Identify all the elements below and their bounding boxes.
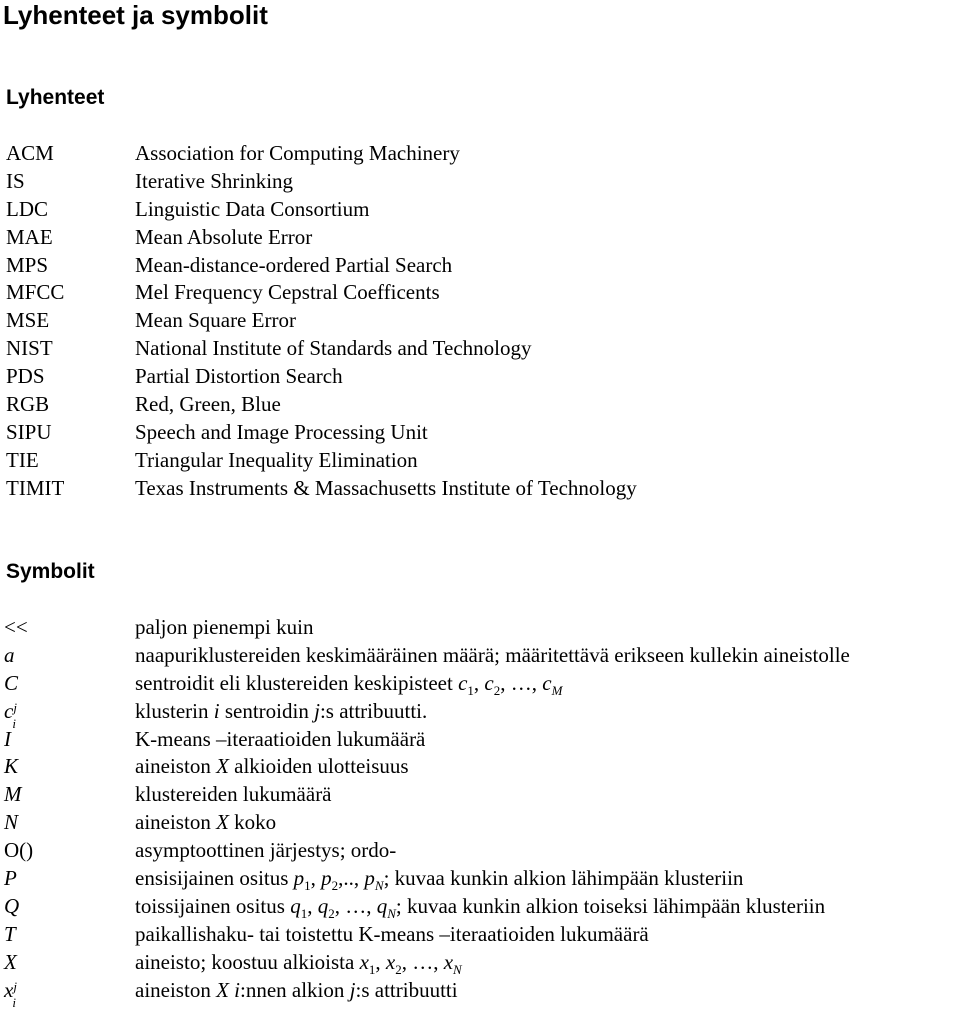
symbols-heading: Symbolit [6, 560, 95, 583]
abbreviation: NIST [6, 336, 53, 361]
symbol-definition: aineiston X i:nnen alkion j:s attribuutti [135, 977, 458, 1002]
list-item [0, 670, 960, 698]
list-item [0, 949, 960, 977]
list-item [0, 391, 960, 419]
symbol-definition: toissijainen ositus $q_1$, $q_2$, …, $q_N$; kuvaa kunkin alkion toiseksi lähimpään klusteriin [135, 893, 826, 922]
list-item [0, 279, 960, 307]
symbol-definition: aineisto; koostuu alkioista $x_1$, $x_2$, …, $x_N$ [135, 949, 462, 977]
list-item [0, 726, 960, 754]
symbol: T [4, 921, 16, 946]
symbol: O() [4, 838, 34, 863]
list-item [0, 865, 960, 893]
abbreviation: IS [6, 168, 25, 193]
list-item [0, 475, 960, 503]
symbol-definition: ensisijainen ositus $p_1$, $p_2$,.., $p_N$; kuvaa kunkin alkion lähimpään klusteriin [135, 866, 744, 894]
symbol: X [4, 949, 17, 974]
symbol: M [4, 782, 22, 807]
abbreviation: MAE [6, 224, 53, 249]
list-item [0, 168, 960, 196]
definition-text: sentroidit eli klustereiden keskipisteet [135, 670, 453, 695]
page-title: Lyhenteet ja symbolit [3, 0, 268, 30]
abbreviation: MSE [6, 308, 50, 333]
symbol: x j i [4, 977, 17, 1010]
list-item [0, 335, 960, 363]
abbreviation: RGB [6, 392, 50, 417]
abbreviation-definition: Red, Green, Blue [135, 392, 281, 417]
abbreviation-definition: National Institute of Standards and Technology [135, 336, 532, 361]
list-item [0, 977, 960, 1010]
list-item [0, 753, 960, 781]
abbreviation-definition: Mean Absolute Error [135, 224, 313, 249]
abbreviation: SIPU [6, 419, 52, 444]
list-item [0, 252, 960, 280]
list-item [0, 447, 960, 475]
list-item [0, 614, 960, 642]
symbol-definition: klusterin i sentroidin j:s attribuutti. [135, 698, 428, 723]
abbreviation-definition: Linguistic Data Consortium [135, 196, 370, 221]
symbol: K [4, 754, 19, 779]
list-item [0, 921, 960, 949]
symbol-definition: sentroidit eli klustereiden keskipisteet $c_1$, $c_2$, …, $c_M$ [135, 670, 563, 698]
abbreviation-definition: Mean Square Error [135, 308, 296, 333]
abbreviation: MPS [6, 252, 49, 277]
list-item [0, 196, 960, 224]
list-item [0, 809, 960, 837]
list-item [0, 307, 960, 335]
symbol: N [4, 810, 19, 835]
abbreviation-definition: Association for Computing Machinery [135, 141, 460, 165]
list-item [0, 698, 960, 731]
abbreviation: ACM [6, 141, 54, 165]
abbreviation-definition: Mean-distance-ordered Partial Search [135, 252, 453, 277]
list-item [0, 419, 960, 447]
symbol-definition: klustereiden lukumäärä [135, 782, 332, 807]
symbol: I [4, 726, 11, 751]
symbol: C [4, 670, 19, 695]
abbreviation-list [0, 140, 960, 503]
abbreviations-heading: Lyhenteet [6, 86, 105, 109]
list-item [0, 837, 960, 865]
symbol: c j i [4, 698, 17, 731]
abbreviation: TIMIT [6, 475, 65, 500]
list-item [0, 642, 960, 670]
list-item [0, 140, 960, 168]
abbreviation-definition: Speech and Image Processing Unit [135, 419, 428, 444]
symbol-definition: K-means –iteraatioiden lukumäärä [135, 726, 426, 751]
list-item [0, 893, 960, 921]
math-expression: c [458, 670, 468, 695]
abbreviation-definition: Mel Frequency Cepstral Coefficents [135, 280, 440, 305]
symbol-definition: paljon pienempi kuin [135, 615, 314, 639]
symbol-definition: paikallishaku- tai toistettu K-means –iteraatioiden lukumäärä [135, 921, 649, 946]
symbol-definition: aineiston X koko [135, 810, 277, 835]
symbol-definition: asymptoottinen järjestys; ordo- [135, 838, 397, 863]
abbreviation-definition: Iterative Shrinking [135, 168, 294, 193]
symbol-definition: naapuriklustereiden keskimääräinen määrä; määritettävä erikseen kullekin aineistolle [135, 642, 850, 667]
abbreviation: LDC [6, 196, 48, 221]
list-item [0, 224, 960, 252]
abbreviation-definition: Texas Instruments & Massachusetts Institute of Technology [135, 475, 637, 500]
symbol: a [4, 642, 15, 667]
symbol-definition: aineiston X alkioiden ulotteisuus [135, 754, 409, 779]
abbreviation: MFCC [6, 280, 65, 305]
symbol-list [0, 614, 960, 1010]
list-item [0, 781, 960, 809]
list-item [0, 363, 960, 391]
symbol: << [4, 615, 28, 639]
symbol: P [4, 866, 17, 891]
abbreviation: TIE [6, 447, 39, 472]
abbreviation-definition: Partial Distortion Search [135, 364, 343, 389]
symbol: Q [4, 893, 20, 918]
abbreviation-definition: Triangular Inequality Elimination [135, 447, 418, 472]
abbreviation: PDS [6, 364, 45, 389]
